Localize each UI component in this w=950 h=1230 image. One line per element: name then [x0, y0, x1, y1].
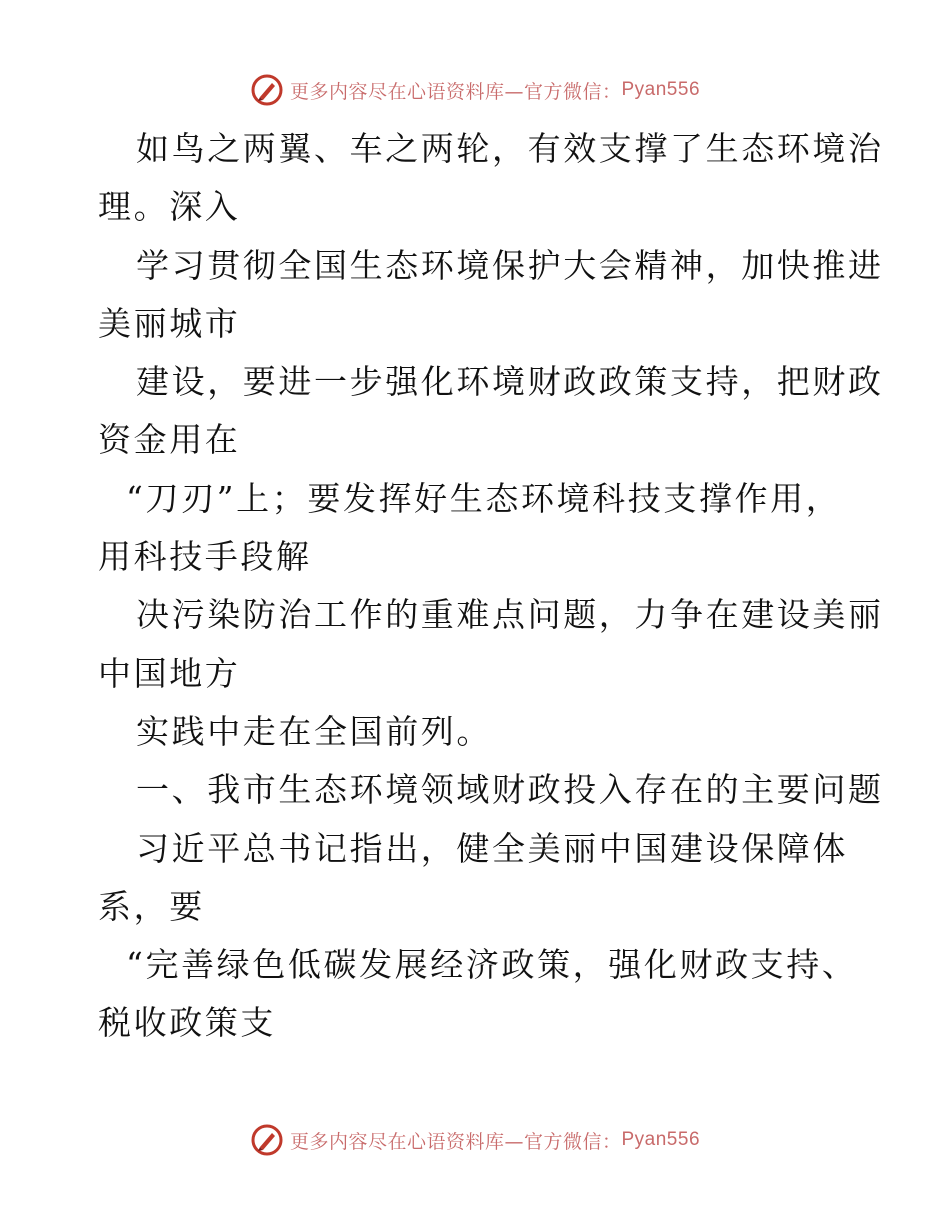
- text-line: 实践中走在全国前列。: [136, 711, 492, 751]
- watermark-text: 更多内容尽在心语资料库—官方微信：: [289, 1130, 622, 1153]
- pen-logo-icon: [250, 1123, 284, 1157]
- document-body: [98, 120, 884, 1053]
- text-line: 税收政策支: [98, 1003, 276, 1043]
- text-line: 建设，要进一步强化环境财政政策支持，把财政: [136, 362, 884, 402]
- watermark-wechat-id: Pyan556: [621, 79, 701, 100]
- text-line: 中国地方: [98, 653, 241, 693]
- text-line: “完善绿色低碳发展经济政策，强化财政支持、: [126, 945, 858, 985]
- text-line: 理。深入: [98, 187, 241, 227]
- text-line: 习近平总书记指出，健全美丽中国建设保障体: [136, 828, 848, 868]
- text-line: “刀刃”上；要发挥好生态环境科技支撑作用，: [126, 478, 842, 518]
- text-line: 美丽城市: [98, 303, 241, 343]
- section-heading: 一、我市生态环境领域财政投入存在的主要问题: [136, 770, 884, 810]
- text-line: 资金用在: [98, 420, 241, 460]
- text-line: 用科技手段解: [98, 537, 312, 577]
- watermark-text: 更多内容尽在心语资料库—官方微信：: [289, 80, 622, 103]
- watermark-wechat-id: Pyan556: [621, 1129, 701, 1150]
- text-line: 如鸟之两翼、车之两轮，有效支撑了生态环境治: [136, 129, 884, 168]
- text-line: 决污染防治工作的重难点问题，力争在建设美丽: [136, 595, 884, 635]
- footer-watermark: [0, 1123, 950, 1157]
- pen-logo-icon: [250, 73, 284, 107]
- text-line: 学习贯彻全国生态环境保护大会精神，加快推进: [136, 245, 884, 285]
- text-line: 系，要: [98, 886, 205, 926]
- header-watermark: [0, 73, 950, 107]
